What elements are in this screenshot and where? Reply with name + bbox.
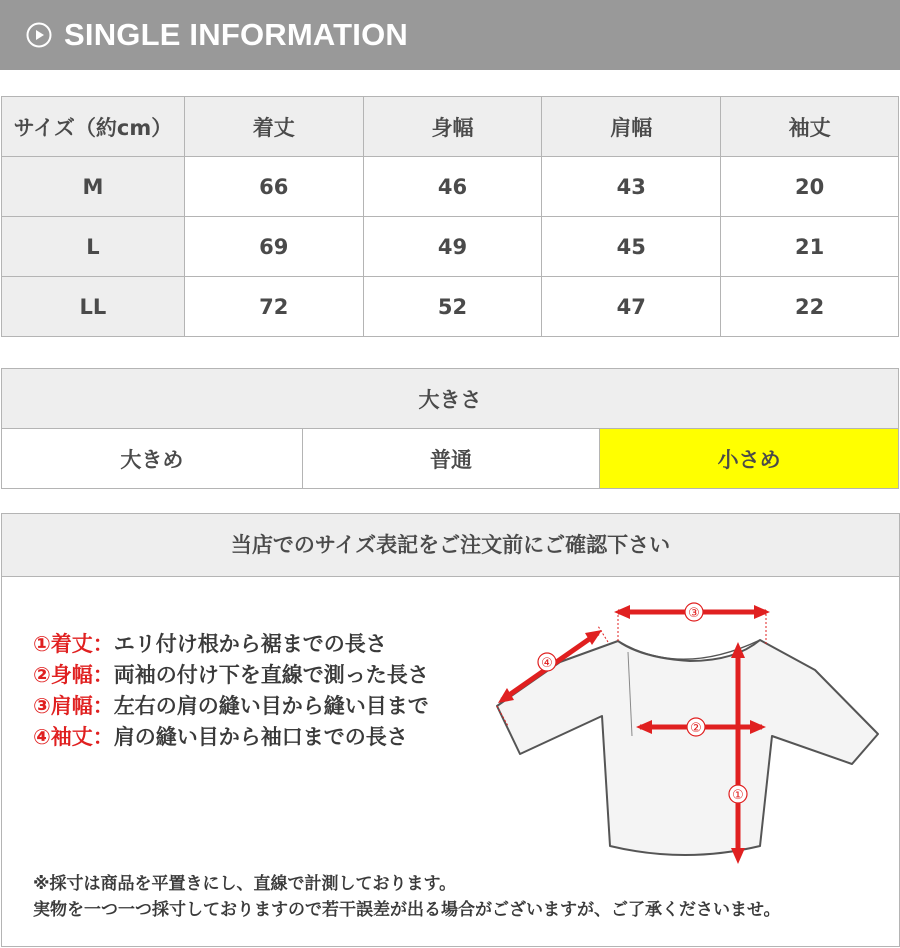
legend-item bbox=[33, 628, 387, 658]
notes-title: 当店でのサイズ表記をご注文前にご確認下さい bbox=[2, 514, 899, 577]
length-header: 着丈 bbox=[184, 97, 363, 157]
legend-sep: ： bbox=[92, 632, 114, 656]
size-header: サイズ（約cm） bbox=[2, 97, 185, 157]
size-label: M bbox=[2, 157, 185, 217]
legend-item bbox=[33, 659, 429, 689]
width-header: 身幅 bbox=[363, 97, 542, 157]
table-cell: 20 bbox=[721, 157, 899, 217]
shirt-measurement-diagram bbox=[490, 596, 890, 871]
size-label: LL bbox=[2, 277, 185, 337]
label-4-icon bbox=[538, 653, 556, 671]
section-title: SINGLE INFORMATION bbox=[64, 17, 409, 52]
legend-item bbox=[33, 690, 429, 720]
table-cell: 69 bbox=[184, 217, 363, 277]
footnote-1: ※採寸は商品を平置きにし、直線で計測しております。 bbox=[33, 874, 457, 894]
table-cell: 47 bbox=[542, 277, 721, 337]
shirt-outline-icon bbox=[497, 640, 878, 855]
table-cell: 46 bbox=[363, 157, 542, 217]
legend-sep: ： bbox=[92, 725, 114, 749]
legend-sep: ： bbox=[92, 663, 114, 687]
table-cell: 22 bbox=[721, 277, 899, 337]
legend-desc: 肩の縫い目から袖口までの長さ bbox=[113, 725, 408, 749]
table-cell: 49 bbox=[363, 217, 542, 277]
fit-table bbox=[1, 368, 899, 489]
table-row bbox=[2, 277, 899, 337]
label-3-icon bbox=[685, 603, 703, 621]
diagram-label: ① bbox=[732, 788, 744, 803]
label-1-icon bbox=[729, 785, 747, 803]
shoulder-header: 肩幅 bbox=[542, 97, 721, 157]
table-cell: 43 bbox=[542, 157, 721, 217]
sleeve-header: 袖丈 bbox=[721, 97, 899, 157]
fit-title: 大きさ bbox=[2, 369, 899, 429]
table-row bbox=[2, 217, 899, 277]
table-cell: 66 bbox=[184, 157, 363, 217]
legend-key: ②身幅 bbox=[33, 663, 93, 687]
footnote-2: 実物を一つ一つ採寸しておりますので若干誤差が出る場合がございますが、ご了承くださいませ。 bbox=[33, 900, 781, 920]
size-table-header-row bbox=[2, 97, 899, 157]
legend-desc: エリ付け根から裾までの長さ bbox=[113, 632, 387, 656]
diagram-label: ② bbox=[690, 721, 702, 736]
legend-key: ④袖丈 bbox=[33, 725, 93, 749]
legend-sep: ： bbox=[92, 694, 114, 718]
diagram-label: ④ bbox=[541, 656, 553, 671]
diagram-label: ③ bbox=[688, 606, 700, 621]
legend-key: ③肩幅 bbox=[33, 694, 93, 718]
table-row bbox=[2, 157, 899, 217]
section-header bbox=[0, 0, 900, 70]
legend-item bbox=[33, 721, 408, 751]
legend-desc: 左右の肩の縫い目から縫い目まで bbox=[113, 694, 429, 718]
legend-key: ①着丈 bbox=[33, 632, 93, 656]
play-circle-icon bbox=[26, 22, 52, 48]
fit-option-large: 大きめ bbox=[2, 429, 303, 489]
size-label: L bbox=[2, 217, 185, 277]
table-cell: 52 bbox=[363, 277, 542, 337]
table-cell: 72 bbox=[184, 277, 363, 337]
label-2-icon bbox=[687, 718, 705, 736]
table-cell: 21 bbox=[721, 217, 899, 277]
fit-option-small: 小さめ bbox=[600, 429, 899, 489]
size-table bbox=[1, 96, 899, 337]
fit-option-normal: 普通 bbox=[302, 429, 600, 489]
legend-desc: 両袖の付け下を直線で測った長さ bbox=[113, 663, 429, 687]
table-cell: 45 bbox=[542, 217, 721, 277]
